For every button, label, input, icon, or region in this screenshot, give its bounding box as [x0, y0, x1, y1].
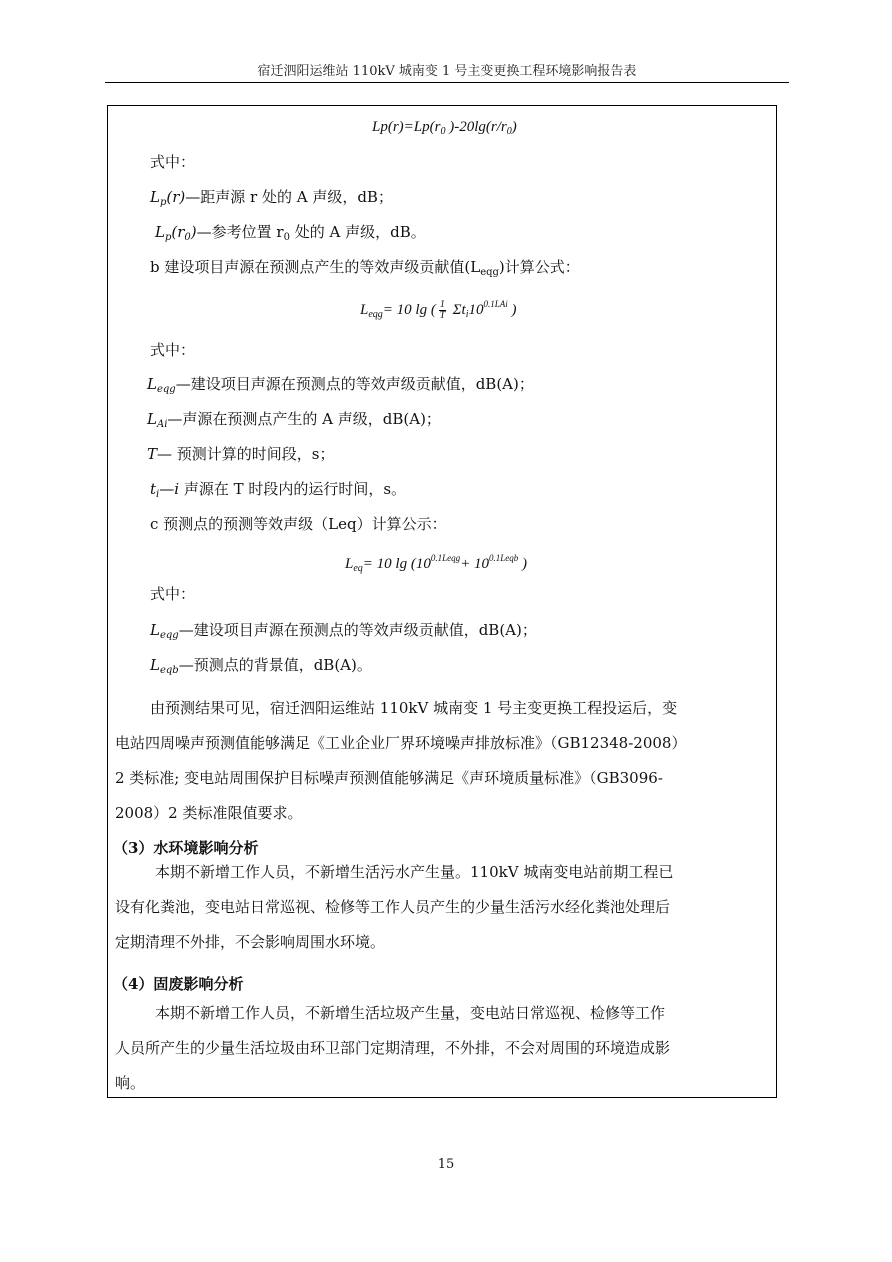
section-4-line-2: 人员所产生的少量生活垃圾由环卫部门定期清理，不外排，不会对周围的环境造成影	[115, 1039, 671, 1057]
fraction-1-over-t: $\frac{1}{T}$	[439, 299, 446, 322]
section-4-heading: （4）固废影响分析	[113, 975, 244, 993]
section-3-heading: （3）水环境影响分析	[113, 839, 259, 857]
definition-leqg: $L_{eqg}—$建设项目声源在预测点的等效声级贡献值，dB(A)；	[147, 375, 534, 395]
result-line-4: 2008）2 类标准限值要求。	[115, 804, 303, 822]
paragraph-b-contribution-formula-intro: b 建设项目声源在预测点产生的等效声级贡献值$(L_{eqg})$计算公式：	[150, 258, 580, 278]
formula-distance-attenuation: $Lp(r)=Lp(r_0$ )$-20\lg(r/r_0)$	[372, 119, 517, 137]
definition-lp-r0: $L_p(r_0)—$参考位置 $r_0$ 处的 A 声级，dB。	[155, 223, 426, 243]
definition-ti: $t_i—i$ 声源在 T 时段内的运行时间，s。	[150, 480, 407, 500]
definition-t: T— 预测计算的时间段，s；	[147, 445, 335, 463]
definition-leqb: $L_{eqb}—$预测点的背景值，dB(A)。	[150, 656, 372, 676]
section-3-line-3: 定期清理不外排，不会影响周围水环境。	[115, 933, 386, 951]
section-3-line-2: 设有化粪池，变电站日常巡视、检修等工作人员产生的少量生活污水经化粪池处理后	[115, 898, 671, 916]
page-header-title: 宿迁泗阳运维站 110kV 城南变 1 号主变更换工程环境影响报告表	[257, 64, 637, 79]
section-4-line-3: 响。	[115, 1074, 146, 1092]
where-label-2: 式中：	[150, 341, 196, 359]
where-label-1: 式中：	[150, 153, 196, 171]
formula-predicted-equivalent-level: $L_{eq}= 10$ $\lg (10^{0.1Leqg}+ 10^{0.1Leqb}$ )	[345, 553, 527, 574]
header-divider	[105, 82, 789, 83]
where-label-3: 式中：	[150, 585, 196, 603]
section-3-line-1: 本期不新增工作人员，不新增生活污水产生量。110kV 城南变电站前期工程已	[155, 863, 674, 881]
result-line-2: 电站四周噪声预测值能够满足《工业企业厂界环境噪声排放标准》（GB12348-2008）	[115, 734, 687, 752]
paragraph-c-predicted-level-intro: c 预测点的预测等效声级（Leq）计算公示：	[150, 515, 447, 533]
definition-lai: $L_{Ai}—$声源在预测点产生的 A 声级，dB(A)；	[147, 410, 441, 430]
section-4-line-1: 本期不新增工作人员，不新增生活垃圾产生量，变电站日常巡视、检修等工作	[155, 1004, 666, 1022]
result-line-3: 2 类标准; 变电站周围保护目标噪声预测值能够满足《声环境质量标准》（GB3096-	[115, 769, 663, 787]
page-number: 15	[437, 1157, 455, 1172]
definition-leqg-2: $L_{eqg}—$建设项目声源在预测点的等效声级贡献值，dB(A)；	[150, 621, 537, 641]
formula-equivalent-contribution: $L_{eqg}= 10$ lg ( $\frac{1}{T}$ $\Sigma t_i10^{0.1LAi}$ )	[360, 299, 517, 322]
result-line-1: 由预测结果可见，宿迁泗阳运维站 110kV 城南变 1 号主变更换工程投运后，变	[150, 699, 678, 717]
definition-lp-r: $L_p(r)—$距声源 r 处的 A 声级，dB；	[150, 188, 393, 208]
